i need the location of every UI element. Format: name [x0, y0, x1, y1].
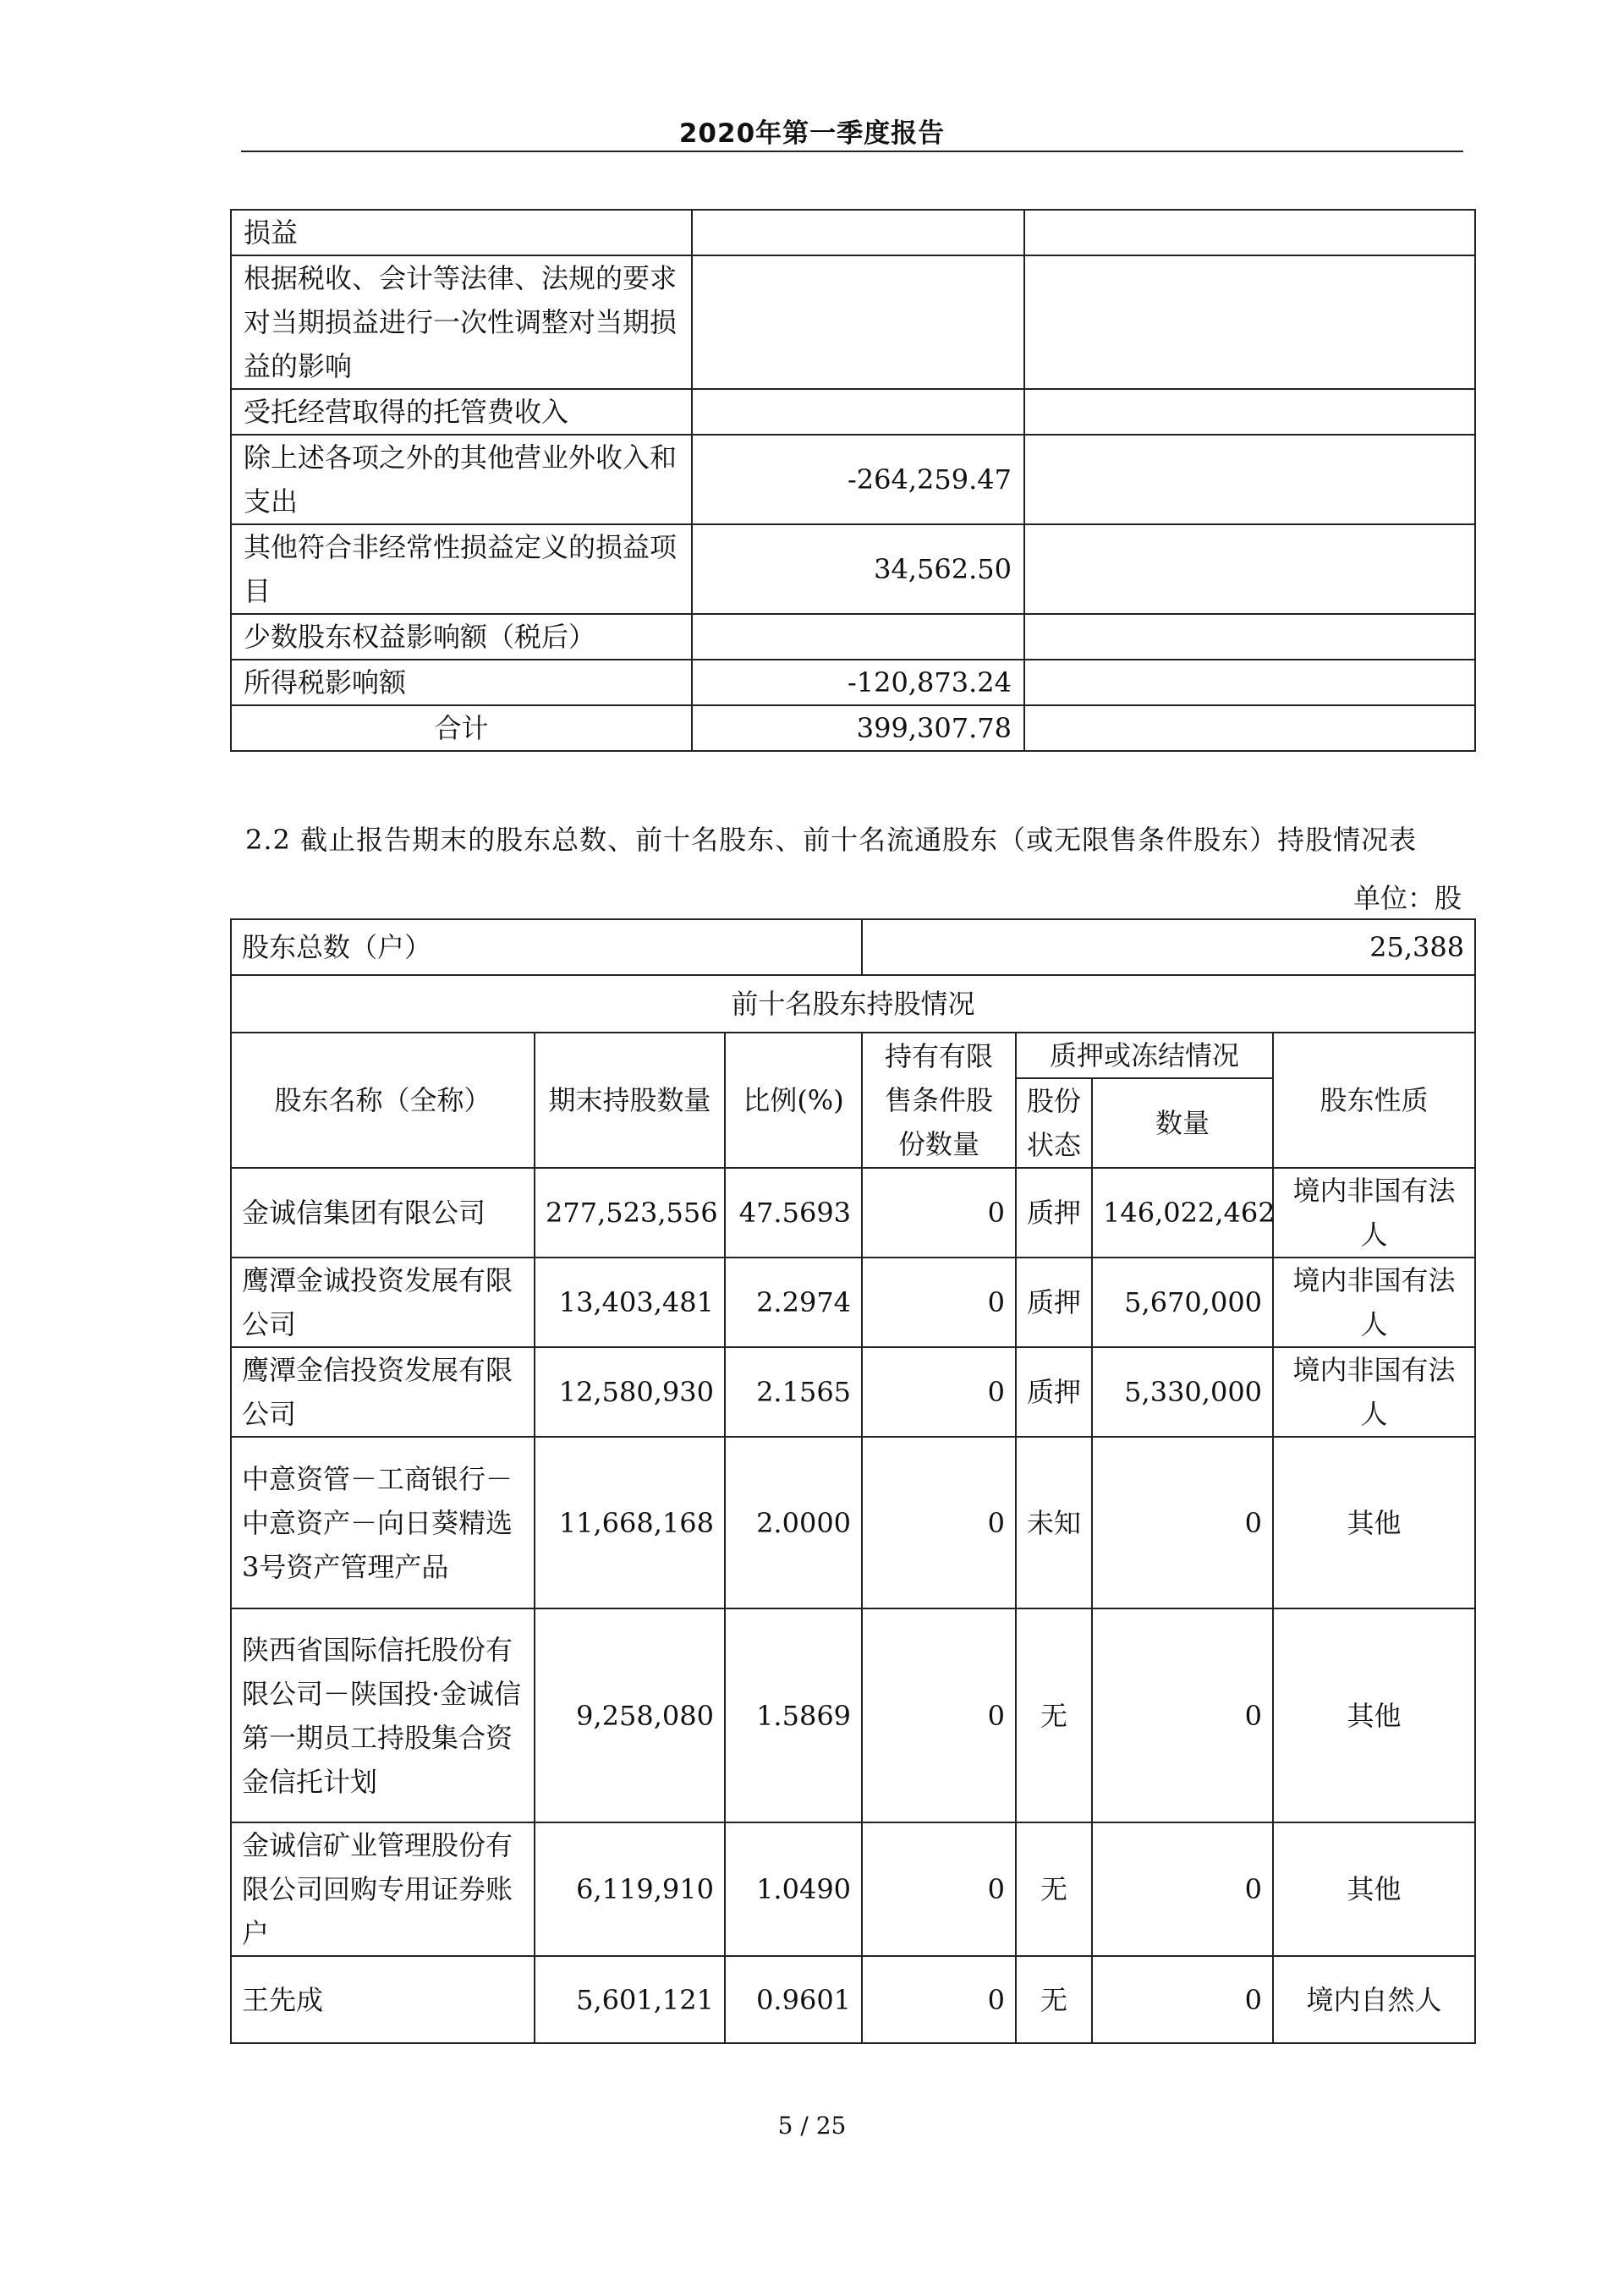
table-row — [231, 435, 1475, 524]
pledge-quantity: 5,670,000 — [1092, 1258, 1273, 1347]
shareholder-name: 金诚信矿业管理股份有限公司回购专用证券账户 — [231, 1822, 535, 1956]
note-cell — [1024, 435, 1475, 524]
item-cell: 损益 — [231, 210, 692, 255]
shares-held: 9,258,080 — [535, 1608, 725, 1822]
page-number: 5 / 25 — [777, 2112, 847, 2140]
amount-cell: -264,259.47 — [692, 435, 1024, 524]
shareholder-name: 王先成 — [231, 1956, 535, 2043]
table-row — [231, 1956, 1475, 2043]
item-cell: 其他符合非经常性损益定义的损益项目 — [231, 524, 692, 614]
table-row — [231, 524, 1475, 614]
share-ratio: 2.0000 — [725, 1437, 862, 1608]
pledge-status: 质押 — [1016, 1258, 1092, 1347]
amount-cell — [692, 255, 1024, 389]
restricted-shares: 0 — [862, 1608, 1016, 1822]
shareholder-table — [230, 918, 1476, 2044]
shareholder-name: 鹰潭金信投资发展有限公司 — [231, 1347, 535, 1437]
share-ratio: 1.0490 — [725, 1822, 862, 1956]
pledge-status: 未知 — [1016, 1437, 1092, 1608]
table-row — [231, 255, 1475, 389]
pledge-quantity: 146,022,462 — [1092, 1168, 1273, 1258]
restricted-shares: 0 — [862, 1956, 1016, 2043]
shares-held: 12,580,930 — [535, 1347, 725, 1437]
shareholder-name: 陕西省国际信托股份有限公司－陕国投·金诚信第一期员工持股集合资金信托计划 — [231, 1608, 535, 1822]
share-ratio: 2.2974 — [725, 1258, 862, 1347]
pledge-status: 质押 — [1016, 1347, 1092, 1437]
table-row — [231, 1822, 1475, 1956]
shareholder-name: 鹰潭金诚投资发展有限公司 — [231, 1258, 535, 1347]
note-cell — [1024, 210, 1475, 255]
unit-label: 单位：股 — [1352, 882, 1462, 914]
shareholder-nature: 其他 — [1273, 1437, 1475, 1608]
pledge-quantity: 5,330,000 — [1092, 1347, 1273, 1437]
table-row — [231, 1168, 1475, 1258]
restricted-shares: 0 — [862, 1347, 1016, 1437]
top-ten-heading-row — [231, 975, 1475, 1033]
shareholder-nature: 境内自然人 — [1273, 1956, 1475, 2043]
item-cell: 除上述各项之外的其他营业外收入和支出 — [231, 435, 692, 524]
item-cell: 受托经营取得的托管费收入 — [231, 389, 692, 435]
table-row — [231, 1258, 1475, 1347]
share-ratio: 47.5693 — [725, 1168, 862, 1258]
restricted-shares: 0 — [862, 1168, 1016, 1258]
note-cell — [1024, 705, 1475, 751]
pledge-quantity: 0 — [1092, 1437, 1273, 1608]
note-cell — [1024, 614, 1475, 660]
share-ratio: 1.5869 — [725, 1608, 862, 1822]
item-cell: 根据税收、会计等法律、法规的要求对当期损益进行一次性调整对当期损益的影响 — [231, 255, 692, 389]
pledge-quantity: 0 — [1092, 1956, 1273, 2043]
col-header-pledge-group: 质押或冻结情况 — [1016, 1033, 1273, 1078]
item-cell: 少数股东权益影响额（税后） — [231, 614, 692, 660]
shareholder-name: 中意资管－工商银行－中意资产－向日葵精选3号资产管理产品 — [231, 1437, 535, 1608]
total-shareholders-value: 25,388 — [862, 919, 1475, 975]
shareholder-nature: 境内非国有法人 — [1273, 1258, 1475, 1347]
share-ratio: 0.9601 — [725, 1956, 862, 2043]
nonrecurring-items-table — [230, 209, 1476, 752]
pledge-quantity: 0 — [1092, 1608, 1273, 1822]
shares-held: 277,523,556 — [535, 1168, 725, 1258]
amount-cell — [692, 210, 1024, 255]
shareholder-nature: 其他 — [1273, 1608, 1475, 1822]
note-cell — [1024, 660, 1475, 705]
col-header-pledge-status: 股份状态 — [1016, 1078, 1092, 1168]
pledge-status: 无 — [1016, 1608, 1092, 1822]
table-row — [231, 660, 1475, 705]
amount-cell: 34,562.50 — [692, 524, 1024, 614]
restricted-shares: 0 — [862, 1258, 1016, 1347]
col-header-ratio: 比例(%) — [725, 1033, 862, 1168]
shares-held: 13,403,481 — [535, 1258, 725, 1347]
shares-held: 5,601,121 — [535, 1956, 725, 2043]
top-ten-heading: 前十名股东持股情况 — [231, 975, 1475, 1033]
table-row — [231, 389, 1475, 435]
pledge-status: 无 — [1016, 1822, 1092, 1956]
shares-held: 11,668,168 — [535, 1437, 725, 1608]
restricted-shares: 0 — [862, 1822, 1016, 1956]
shareholder-name: 金诚信集团有限公司 — [231, 1168, 535, 1258]
total-label: 合计 — [231, 705, 692, 751]
table-row — [231, 614, 1475, 660]
amount-cell — [692, 389, 1024, 435]
col-header-shares: 期末持股数量 — [535, 1033, 725, 1168]
column-header-row — [231, 1033, 1475, 1078]
table-row — [231, 1347, 1475, 1437]
table-row — [231, 210, 1475, 255]
col-header-pledge-qty: 数量 — [1092, 1078, 1273, 1168]
col-header-nature: 股东性质 — [1273, 1033, 1475, 1168]
header-divider — [241, 151, 1463, 152]
total-shareholders-label: 股东总数（户） — [231, 919, 862, 975]
shares-held: 6,119,910 — [535, 1822, 725, 1956]
shareholder-nature: 其他 — [1273, 1822, 1475, 1956]
pledge-status: 质押 — [1016, 1168, 1092, 1258]
table-row — [231, 1437, 1475, 1608]
amount-cell: -120,873.24 — [692, 660, 1024, 705]
total-amount: 399,307.78 — [692, 705, 1024, 751]
note-cell — [1024, 389, 1475, 435]
total-row — [231, 705, 1475, 751]
table-row — [231, 1608, 1475, 1822]
total-shareholders-row — [231, 919, 1475, 975]
pledge-quantity: 0 — [1092, 1822, 1273, 1956]
item-cell: 所得税影响额 — [231, 660, 692, 705]
shareholder-nature: 境内非国有法人 — [1273, 1168, 1475, 1258]
note-cell — [1024, 524, 1475, 614]
amount-cell — [692, 614, 1024, 660]
pledge-status: 无 — [1016, 1956, 1092, 2043]
section-title: 2.2 截止报告期末的股东总数、前十名股东、前十名流通股东（或无限售条件股东）持股情况表 — [245, 824, 1418, 856]
page-header-title: 2020年第一季度报告 — [678, 118, 946, 149]
col-header-restricted: 持有有限售条件股份数量 — [862, 1033, 1016, 1168]
note-cell — [1024, 255, 1475, 389]
restricted-shares: 0 — [862, 1437, 1016, 1608]
shareholder-nature: 境内非国有法人 — [1273, 1347, 1475, 1437]
share-ratio: 2.1565 — [725, 1347, 862, 1437]
col-header-name: 股东名称（全称） — [231, 1033, 535, 1168]
